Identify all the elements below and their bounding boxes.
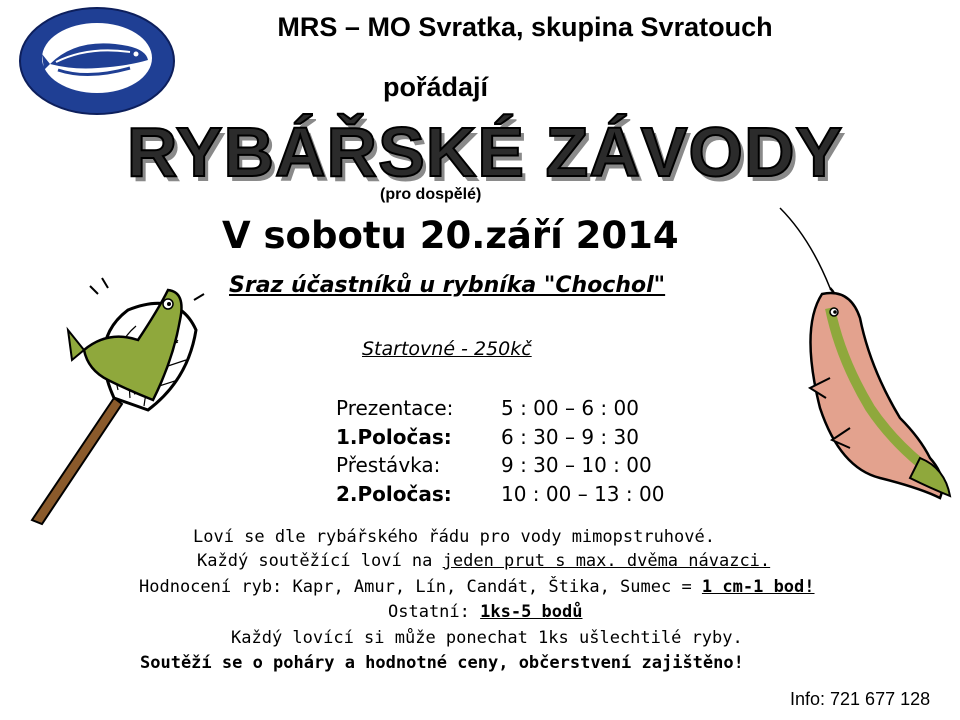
audience-note: (pro dospělé): [380, 186, 482, 203]
rule-line: Každý lovící si může ponechat 1ks ušlechtilé ryby.: [231, 628, 743, 648]
schedule-row: [336, 394, 664, 423]
rule-emphasis: 1ks-5 bodů: [480, 602, 583, 622]
schedule-label: 2.Poločas:: [336, 481, 452, 506]
page-title: RYBÁŘSKÉ ZÁVODY: [126, 113, 844, 191]
prizes-line: Soutěží se o poháry a hodnotné ceny, občerstvení zajištěno!: [140, 653, 744, 673]
rule-line: Loví se dle rybářského řádu pro vody mimopstruhové.: [193, 527, 715, 547]
rule-line: [388, 601, 582, 624]
fish-in-net-icon: [18, 270, 218, 525]
schedule-label: 1.Poločas:: [336, 424, 452, 449]
schedule-time: 9 : 30 – 10 : 00: [501, 453, 652, 477]
schedule-row: [336, 451, 664, 480]
schedule-label: Přestávka:: [336, 453, 441, 477]
schedule-time: 6 : 30 – 9 : 30: [501, 424, 639, 449]
rule-text: Každý soutěžící loví na: [197, 551, 443, 571]
fish-emblem-icon: [18, 0, 176, 116]
rule-text: Ostatní:: [388, 602, 481, 622]
rule-line: [139, 576, 815, 599]
rule-text: Hodnocení ryb: Kapr, Amur, Lín, Candát, Štika, Sumec =: [139, 577, 702, 597]
rule-line: [197, 550, 770, 573]
meeting-point: Sraz účastníků u rybníka "Chochol": [229, 273, 666, 298]
fish-on-hook-icon: [770, 208, 955, 508]
schedule-row: [336, 480, 664, 509]
organizer-heading: MRS – MO Svratka, skupina Svratouch: [277, 12, 773, 42]
schedule-time: 5 : 00 – 6 : 00: [501, 396, 639, 420]
organizes-text: pořádají: [383, 72, 489, 102]
schedule-label: Prezentace:: [336, 396, 454, 420]
entry-fee: Startovné - 250kč: [362, 338, 532, 360]
event-date: V sobotu 20.září 2014: [222, 214, 679, 257]
logo-text: MORAVSKÝ RYBÁŘSKÝ SVAZ: [18, 0, 165, 9]
contact-info: Info: 721 677 128: [790, 689, 931, 709]
rule-emphasis: 1 cm-1 bod!: [701, 577, 815, 597]
rule-emphasis: jeden prut s max. dvěma návazci.: [442, 551, 771, 571]
schedule-time: 10 : 00 – 13 : 00: [501, 481, 665, 506]
schedule: [336, 394, 664, 508]
schedule-row: [336, 423, 664, 452]
